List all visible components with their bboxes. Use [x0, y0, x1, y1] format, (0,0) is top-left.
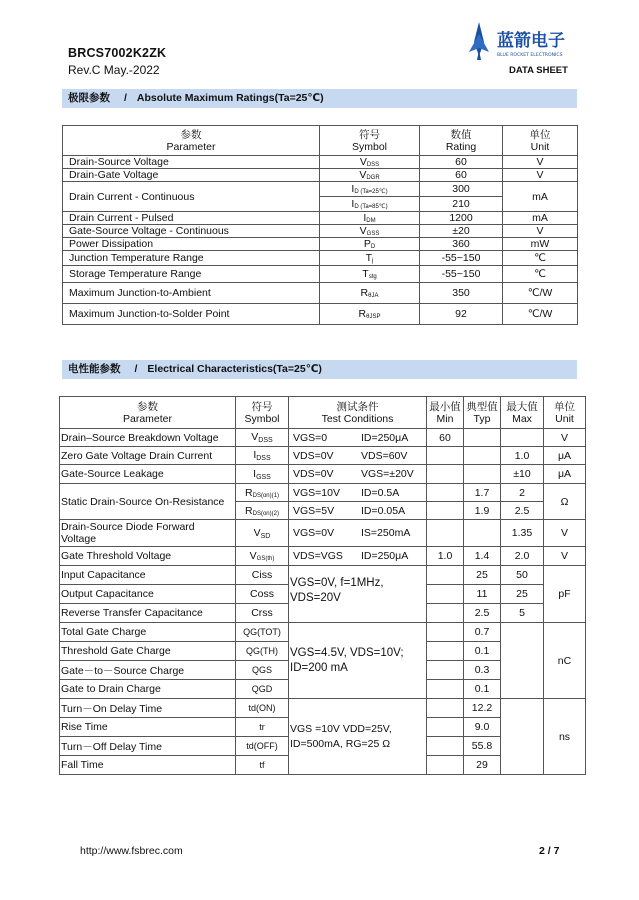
- max-cell: 50: [501, 566, 544, 585]
- param-cell: Reverse Transfer Capacitance: [60, 604, 236, 623]
- header-unit: 单位 Unit: [503, 126, 578, 156]
- table-row: [60, 566, 586, 585]
- max-cell: 1.35: [501, 520, 544, 547]
- max-cell: 2.0: [501, 547, 544, 566]
- min-cell: [427, 484, 464, 502]
- abs-title-cn: 极限参数: [68, 92, 110, 104]
- unit-cell: mA: [503, 212, 578, 225]
- condition-cell: VGS=0 ID=250μA: [289, 429, 427, 447]
- typ-cell: 12.2: [464, 699, 501, 718]
- header-min: 最小值 Min: [427, 397, 464, 429]
- page-number: 2 / 7: [539, 845, 560, 857]
- min-cell: [427, 566, 464, 585]
- min-cell: [427, 680, 464, 699]
- unit-cell: Ω: [544, 484, 586, 520]
- param-cell: Input Capacitance: [60, 566, 236, 585]
- param-cell: Drain-Source Diode Forward Voltage: [60, 520, 236, 547]
- symbol-cell: IDM: [320, 212, 420, 225]
- elec-title-separator: /: [134, 363, 138, 375]
- unit-cell: V: [503, 156, 578, 169]
- max-cell: 5: [501, 604, 544, 623]
- doc-type-label: DATA SHEET: [509, 65, 568, 76]
- header-max: 最大值 Max: [501, 397, 544, 429]
- footer-url[interactable]: http://www.fsbrec.com: [80, 845, 183, 857]
- param-cell: Static Drain-Source On-Resistance: [60, 484, 236, 520]
- unit-cell: V: [544, 547, 586, 566]
- param-cell: Output Capacitance: [60, 585, 236, 604]
- elec-title-en: Electrical Characteristics(Ta=25℃): [147, 363, 322, 375]
- header-symbol: 符号 Symbol: [236, 397, 289, 429]
- typ-cell: 0.7: [464, 623, 501, 642]
- revision: Rev.C May.-2022: [68, 63, 160, 77]
- table-row: [63, 169, 578, 182]
- symbol-cell: IGSS: [236, 465, 289, 484]
- param-cell: Turn－On Delay Time: [60, 699, 236, 718]
- condition-cell: VGS=0V IS=250mA: [289, 520, 427, 547]
- unit-cell: pF: [544, 566, 586, 623]
- symbol-cell: VDSS: [236, 429, 289, 447]
- symbol-cell: VDSS: [320, 156, 420, 169]
- param-cell: Maximum Junction-to-Solder Point: [63, 304, 320, 325]
- typ-cell: 9.0: [464, 718, 501, 737]
- table-row: [63, 266, 578, 283]
- table-row: [63, 156, 578, 169]
- min-cell: [427, 604, 464, 623]
- param-cell: Power Dissipation: [63, 238, 320, 251]
- max-cell: 25: [501, 585, 544, 604]
- symbol-cell: RDS(on)(1): [236, 484, 289, 502]
- unit-cell: mW: [503, 238, 578, 251]
- header-symbol: 符号 Symbol: [320, 126, 420, 156]
- symbol-cell: td(OFF): [236, 737, 289, 756]
- param-cell: Threshold Gate Charge: [60, 642, 236, 661]
- header-unit: 单位 Unit: [544, 397, 586, 429]
- rating-cell: 350: [420, 283, 503, 304]
- absolute-max-table: [62, 125, 578, 325]
- typ-cell: 1.9: [464, 502, 501, 520]
- param-cell: Gate Threshold Voltage: [60, 547, 236, 566]
- rating-cell: -55~150: [420, 251, 503, 266]
- min-cell: 1.0: [427, 547, 464, 566]
- symbol-cell: tr: [236, 718, 289, 737]
- param-cell: Gate-Source Leakage: [60, 465, 236, 484]
- symbol-cell: QG(TH): [236, 642, 289, 661]
- min-cell: [427, 737, 464, 756]
- rating-cell: 60: [420, 169, 503, 182]
- param-cell: Maximum Junction-to-Ambient: [63, 283, 320, 304]
- header-parameter: 参数 Parameter: [63, 126, 320, 156]
- param-cell: Total Gate Charge: [60, 623, 236, 642]
- header-typ: 典型值 Typ: [464, 397, 501, 429]
- symbol-cell: Ciss: [236, 566, 289, 585]
- param-cell: Fall Time: [60, 756, 236, 775]
- typ-cell: 0.1: [464, 642, 501, 661]
- header-parameter: 参数 Parameter: [60, 397, 236, 429]
- unit-cell: V: [544, 520, 586, 547]
- unit-cell: ℃: [503, 266, 578, 283]
- symbol-cell: VDGR: [320, 169, 420, 182]
- symbol-cell: PD: [320, 238, 420, 251]
- condition-cell: VDS=0V VDS=60V: [289, 447, 427, 465]
- condition-cell: VGS =10V VDD=25V, ID=500mA, RG=25 Ω: [289, 699, 427, 775]
- rating-cell: 360: [420, 238, 503, 251]
- param-cell: Zero Gate Voltage Drain Current: [60, 447, 236, 465]
- typ-cell: 1.4: [464, 547, 501, 566]
- unit-cell: V: [544, 429, 586, 447]
- param-cell: Drain Current - Pulsed: [63, 212, 320, 225]
- table-header-row: [63, 126, 578, 156]
- min-cell: [427, 502, 464, 520]
- table-row: [63, 182, 578, 197]
- table-row: [63, 225, 578, 238]
- max-cell: [501, 699, 544, 775]
- min-cell: [427, 718, 464, 737]
- param-cell: Drain Current - Continuous: [63, 182, 320, 212]
- unit-cell: nC: [544, 623, 586, 699]
- min-cell: [427, 756, 464, 775]
- condition-cell: VGS=4.5V, VDS=10V; ID=200 mA: [289, 623, 427, 699]
- abs-title-separator: /: [124, 92, 127, 104]
- typ-cell: 0.3: [464, 661, 501, 680]
- unit-cell: mA: [503, 182, 578, 212]
- typ-cell: [464, 429, 501, 447]
- elec-section-title: [62, 360, 577, 379]
- typ-cell: 29: [464, 756, 501, 775]
- table-row: [60, 484, 586, 502]
- unit-cell: V: [503, 225, 578, 238]
- typ-cell: 2.5: [464, 604, 501, 623]
- symbol-cell: VGSS: [320, 225, 420, 238]
- param-cell: Gate－to－Source Charge: [60, 661, 236, 680]
- min-cell: [427, 447, 464, 465]
- condition-cell: VGS=5V ID=0.05A: [289, 502, 427, 520]
- table-row: [60, 623, 586, 642]
- typ-cell: 55.8: [464, 737, 501, 756]
- max-cell: [501, 623, 544, 699]
- max-cell: [501, 429, 544, 447]
- elec-title-cn: 电性能参数: [68, 363, 121, 375]
- symbol-cell: VGS(th): [236, 547, 289, 566]
- table-row: [60, 429, 586, 447]
- electrical-characteristics-table: [59, 396, 586, 775]
- header-rating: 数值 Rating: [420, 126, 503, 156]
- logo-en-name: BLUE ROCKET ELECTRONICS: [497, 53, 563, 58]
- table-row: [63, 238, 578, 251]
- table-row: [63, 283, 578, 304]
- rating-cell: ±20: [420, 225, 503, 238]
- table-row: [63, 251, 578, 266]
- condition-cell: VDS=VGS ID=250μA: [289, 547, 427, 566]
- min-cell: [427, 699, 464, 718]
- unit-cell: ℃/W: [503, 283, 578, 304]
- param-cell: Gate-Source Voltage - Continuous: [63, 225, 320, 238]
- param-cell: Drain-Gate Voltage: [63, 169, 320, 182]
- symbol-cell: tf: [236, 756, 289, 775]
- table-row: [63, 304, 578, 325]
- rating-cell: -55~150: [420, 266, 503, 283]
- symbol-cell: QGS: [236, 661, 289, 680]
- param-cell: Drain–Source Breakdown Voltage: [60, 429, 236, 447]
- table-header-row: [60, 397, 586, 429]
- typ-cell: 25: [464, 566, 501, 585]
- unit-cell: μA: [544, 465, 586, 484]
- symbol-cell: td(ON): [236, 699, 289, 718]
- rating-cell: 60: [420, 156, 503, 169]
- unit-cell: V: [503, 169, 578, 182]
- typ-cell: 0.1: [464, 680, 501, 699]
- param-cell: Rise Time: [60, 718, 236, 737]
- symbol-cell: RθJA: [320, 283, 420, 304]
- table-row: [63, 212, 578, 225]
- param-cell: Junction Temperature Range: [63, 251, 320, 266]
- symbol-cell: Crss: [236, 604, 289, 623]
- symbol-cell: ID (Ta=25℃): [320, 182, 420, 197]
- typ-cell: [464, 520, 501, 547]
- max-cell: 1.0: [501, 447, 544, 465]
- part-number: BRCS7002K2ZK: [68, 46, 167, 60]
- symbol-cell: QGD: [236, 680, 289, 699]
- min-cell: 60: [427, 429, 464, 447]
- condition-cell: VDS=0V VGS=±20V: [289, 465, 427, 484]
- symbol-cell: Tstg: [320, 266, 420, 283]
- min-cell: [427, 623, 464, 642]
- rating-cell: 210: [420, 197, 503, 212]
- typ-cell: [464, 447, 501, 465]
- table-row: [60, 520, 586, 547]
- param-cell: Storage Temperature Range: [63, 266, 320, 283]
- rating-cell: 300: [420, 182, 503, 197]
- rating-cell: 92: [420, 304, 503, 325]
- header-test-conditions: 测试条件 Test Conditions: [289, 397, 427, 429]
- unit-cell: μA: [544, 447, 586, 465]
- min-cell: [427, 585, 464, 604]
- max-cell: ±10: [501, 465, 544, 484]
- symbol-cell: RθJSP: [320, 304, 420, 325]
- condition-cell: VGS=10V ID=0.5A: [289, 484, 427, 502]
- max-cell: 2: [501, 484, 544, 502]
- symbol-cell: ID (Ta=85℃): [320, 197, 420, 212]
- min-cell: [427, 642, 464, 661]
- symbol-cell: Tj: [320, 251, 420, 266]
- typ-cell: 11: [464, 585, 501, 604]
- param-cell: Turn－Off Delay Time: [60, 737, 236, 756]
- unit-cell: ℃/W: [503, 304, 578, 325]
- symbol-cell: RDS(on)(2): [236, 502, 289, 520]
- max-cell: 2.5: [501, 502, 544, 520]
- logo-cn-name: 蓝箭电子: [497, 31, 565, 51]
- abs-section-title: [62, 89, 577, 108]
- min-cell: [427, 465, 464, 484]
- min-cell: [427, 520, 464, 547]
- company-logo: [467, 20, 595, 64]
- table-row: [60, 447, 586, 465]
- table-row: [60, 465, 586, 484]
- condition-cell: VGS=0V, f=1MHz, VDS=20V: [289, 566, 427, 623]
- param-cell: Gate to Drain Charge: [60, 680, 236, 699]
- rating-cell: 1200: [420, 212, 503, 225]
- typ-cell: [464, 465, 501, 484]
- unit-cell: ℃: [503, 251, 578, 266]
- symbol-cell: Coss: [236, 585, 289, 604]
- typ-cell: 1.7: [464, 484, 501, 502]
- abs-title-en: Absolute Maximum Ratings(Ta=25℃): [136, 92, 324, 104]
- param-cell: Drain-Source Voltage: [63, 156, 320, 169]
- unit-cell: ns: [544, 699, 586, 775]
- min-cell: [427, 661, 464, 680]
- table-row: [60, 699, 586, 718]
- symbol-cell: QG(TOT): [236, 623, 289, 642]
- symbol-cell: VSD: [236, 520, 289, 547]
- symbol-cell: IDSS: [236, 447, 289, 465]
- table-row: [60, 547, 586, 566]
